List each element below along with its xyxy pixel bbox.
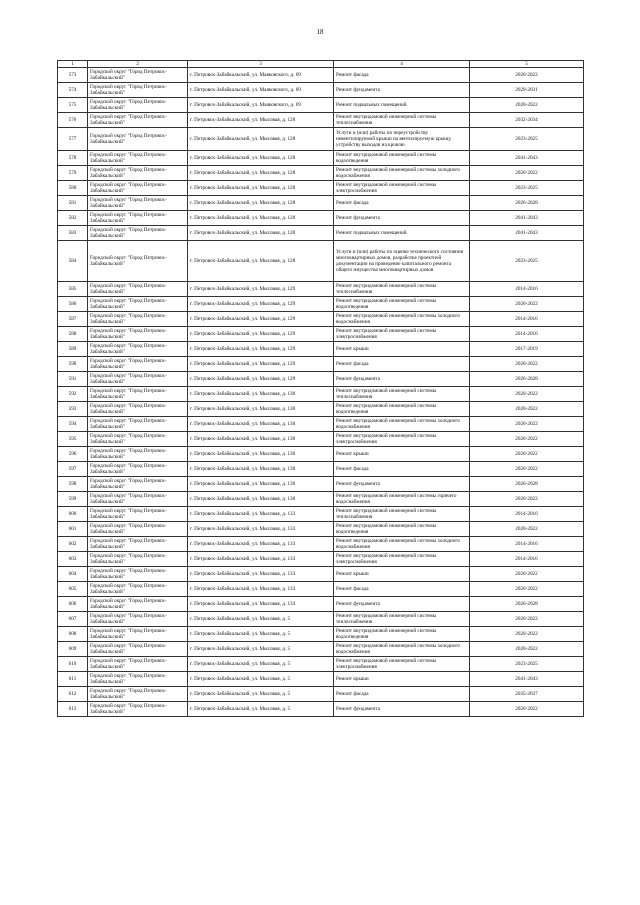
- work-type-cell: Ремонт внутридомовой инженерной системы водоотведения: [334, 151, 470, 166]
- work-type-cell: Ремонт внутридомовой инженерной системы теплоснабжения: [334, 612, 470, 627]
- table-row: [58, 552, 584, 567]
- municipality-cell: Городской округ "Город Петровск-Забайкальский": [88, 387, 188, 402]
- work-type-cell: Ремонт фасада: [334, 687, 470, 702]
- work-type-cell: Ремонт подвальных помещений: [334, 226, 470, 241]
- table-row: [58, 657, 584, 672]
- row-number-cell: 608: [58, 627, 88, 642]
- address-cell: г. Петровск-Забайкальский, ул. Мысовая, д. 5: [188, 627, 334, 642]
- period-cell: 2014-2016: [470, 552, 584, 567]
- period-cell: 2023-2025: [470, 657, 584, 672]
- municipality-cell: Городской округ "Город Петровск-Забайкальский": [88, 241, 188, 282]
- column-header-3: 3: [188, 61, 334, 68]
- work-type-cell: Ремонт внутридомовой инженерной системы электроснабжения: [334, 657, 470, 672]
- row-number-cell: 605: [58, 582, 88, 597]
- period-cell: 2020-2022: [470, 432, 584, 447]
- row-number-cell: 613: [58, 702, 88, 717]
- address-cell: г. Петровск-Забайкальский, ул. Мысовая, д. 130: [188, 492, 334, 507]
- work-type-cell: Услуги и (или) работы по оценке технического состояния многоквартирных домов, разработке проектной документации на проведение капитального ремонта общего имущества многоквартирных домов: [334, 241, 470, 282]
- municipality-cell: Городской округ "Город Петровск-Забайкальский": [88, 537, 188, 552]
- period-cell: 2020-2022: [470, 402, 584, 417]
- work-type-cell: Ремонт внутридомовой инженерной системы теплоснабжения: [334, 113, 470, 128]
- row-number-cell: 586: [58, 297, 88, 312]
- table-row: [58, 357, 584, 372]
- table-row: [58, 282, 584, 297]
- municipality-cell: Городской округ "Город Петровск-Забайкальский": [88, 657, 188, 672]
- row-number-cell: 575: [58, 98, 88, 113]
- work-type-cell: Услуги и (или) работы по переустройству невентилируемой крыши на вентилируемую крышу, устройству выходов на кровлю: [334, 128, 470, 151]
- municipality-cell: Городской округ "Город Петровск-Забайкальский": [88, 477, 188, 492]
- table-row: [58, 342, 584, 357]
- municipality-cell: Городской округ "Город Петровск-Забайкальский": [88, 83, 188, 98]
- row-number-cell: 574: [58, 83, 88, 98]
- page-number: 18: [316, 28, 324, 36]
- work-type-cell: Ремонт внутридомовой инженерной системы теплоснабжения: [334, 507, 470, 522]
- address-cell: г. Петровск-Забайкальский, ул. Мысовая, д. 133: [188, 507, 334, 522]
- row-number-cell: 598: [58, 477, 88, 492]
- address-cell: г. Петровск-Забайкальский, ул. Мысовая, д. 130: [188, 432, 334, 447]
- table-row: [58, 83, 584, 98]
- work-type-cell: Ремонт внутридомовой инженерной системы теплоснабжения: [334, 282, 470, 297]
- municipality-cell: Городской округ "Город Петровск-Забайкальский": [88, 327, 188, 342]
- municipality-cell: Городской округ "Город Петровск-Забайкальский": [88, 582, 188, 597]
- row-number-cell: 610: [58, 657, 88, 672]
- work-type-cell: Ремонт подвальных помещений: [334, 98, 470, 113]
- municipality-cell: Городской округ "Город Петровск-Забайкальский": [88, 98, 188, 113]
- work-type-cell: Ремонт внутридомовой инженерной системы холодного водоснабжения: [334, 312, 470, 327]
- municipality-cell: Городской округ "Город Петровск-Забайкальский": [88, 672, 188, 687]
- period-cell: 2020-2022: [470, 417, 584, 432]
- row-number-cell: 578: [58, 151, 88, 166]
- municipality-cell: Городской округ "Город Петровск-Забайкальский": [88, 417, 188, 432]
- work-type-cell: Ремонт внутридомовой инженерной системы горячего водоснабжения: [334, 492, 470, 507]
- row-number-cell: 589: [58, 342, 88, 357]
- table-row: [58, 492, 584, 507]
- address-cell: г. Петровск-Забайкальский, ул. Мысовая, д. 129: [188, 312, 334, 327]
- period-cell: 2020-2022: [470, 492, 584, 507]
- period-cell: 2020-2022: [470, 582, 584, 597]
- municipality-cell: Городской округ "Город Петровск-Забайкальский": [88, 282, 188, 297]
- period-cell: 2026-2028: [470, 477, 584, 492]
- table-row: [58, 507, 584, 522]
- municipality-cell: Городской округ "Город Петровск-Забайкальский": [88, 402, 188, 417]
- work-type-cell: Ремонт крыши: [334, 567, 470, 582]
- table-row: [58, 312, 584, 327]
- row-number-cell: 604: [58, 567, 88, 582]
- period-cell: 2020-2022: [470, 98, 584, 113]
- work-type-cell: Ремонт внутридомовой инженерной системы электроснабжения: [334, 327, 470, 342]
- municipality-cell: Городской округ "Город Петровск-Забайкальский": [88, 181, 188, 196]
- table-row: [58, 196, 584, 211]
- row-number-cell: 590: [58, 357, 88, 372]
- row-number-cell: 606: [58, 597, 88, 612]
- period-cell: 2020-2022: [470, 297, 584, 312]
- period-cell: 2041-2043: [470, 211, 584, 226]
- row-number-cell: 577: [58, 128, 88, 151]
- table-row: [58, 642, 584, 657]
- table-row: [58, 98, 584, 113]
- period-cell: 2020-2022: [470, 447, 584, 462]
- work-type-cell: Ремонт внутридомовой инженерной системы водоотведения: [334, 402, 470, 417]
- period-cell: 2026-2028: [470, 196, 584, 211]
- row-number-cell: 595: [58, 432, 88, 447]
- table-row: [58, 226, 584, 241]
- work-type-cell: Ремонт фундамента: [334, 597, 470, 612]
- municipality-cell: Городской округ "Город Петровск-Забайкальский": [88, 687, 188, 702]
- table-body: [58, 68, 584, 717]
- table-row: [58, 402, 584, 417]
- table-row: [58, 151, 584, 166]
- period-cell: 2041-2043: [470, 151, 584, 166]
- row-number-cell: 587: [58, 312, 88, 327]
- period-cell: 2020-2022: [470, 166, 584, 181]
- period-cell: 2041-2043: [470, 226, 584, 241]
- address-cell: г. Петровск-Забайкальский, ул. Мысовая, д. 5: [188, 657, 334, 672]
- municipality-cell: Городской округ "Город Петровск-Забайкальский": [88, 522, 188, 537]
- municipality-cell: Городской округ "Город Петровск-Забайкальский": [88, 297, 188, 312]
- municipality-cell: Городской округ "Город Петровск-Забайкальский": [88, 166, 188, 181]
- address-cell: г. Петровск-Забайкальский, ул. Маяковского, д. 69: [188, 98, 334, 113]
- municipality-cell: Городской округ "Город Петровск-Забайкальский": [88, 462, 188, 477]
- address-cell: г. Петровск-Забайкальский, ул. Мысовая, д. 128: [188, 196, 334, 211]
- table-row: [58, 417, 584, 432]
- municipality-cell: Городской округ "Город Петровск-Забайкальский": [88, 552, 188, 567]
- work-type-cell: Ремонт фасада: [334, 582, 470, 597]
- row-number-cell: 576: [58, 113, 88, 128]
- row-number-cell: 601: [58, 522, 88, 537]
- address-cell: г. Петровск-Забайкальский, ул. Маяковского, д. 69: [188, 83, 334, 98]
- table-row: [58, 687, 584, 702]
- column-header-2: 2: [88, 61, 188, 68]
- address-cell: г. Петровск-Забайкальский, ул. Мысовая, д. 128: [188, 166, 334, 181]
- table-row: [58, 128, 584, 151]
- row-number-cell: 611: [58, 672, 88, 687]
- address-cell: г. Петровск-Забайкальский, ул. Мысовая, д. 128: [188, 181, 334, 196]
- table-row: [58, 113, 584, 128]
- municipality-cell: Городской округ "Город Петровск-Забайкальский": [88, 342, 188, 357]
- address-cell: г. Петровск-Забайкальский, ул. Мысовая, д. 5: [188, 702, 334, 717]
- row-number-cell: 580: [58, 181, 88, 196]
- table-row: [58, 612, 584, 627]
- address-cell: г. Петровск-Забайкальский, ул. Мысовая, д. 129: [188, 282, 334, 297]
- address-cell: г. Петровск-Забайкальский, ул. Мысовая, д. 133: [188, 537, 334, 552]
- work-type-cell: Ремонт крыши: [334, 672, 470, 687]
- period-cell: 2041-2043: [470, 672, 584, 687]
- column-header-1: 1: [58, 61, 88, 68]
- table-row: [58, 597, 584, 612]
- address-cell: г. Петровск-Забайкальский, ул. Мысовая, д. 130: [188, 402, 334, 417]
- row-number-cell: 582: [58, 211, 88, 226]
- municipality-cell: Городской округ "Город Петровск-Забайкальский": [88, 211, 188, 226]
- repair-schedule-table: [57, 60, 584, 717]
- address-cell: г. Петровск-Забайкальский, ул. Мысовая, д. 133: [188, 567, 334, 582]
- row-number-cell: 583: [58, 226, 88, 241]
- municipality-cell: Городской округ "Город Петровск-Забайкальский": [88, 432, 188, 447]
- address-cell: г. Петровск-Забайкальский, ул. Мысовая, д. 133: [188, 582, 334, 597]
- row-number-cell: 612: [58, 687, 88, 702]
- table-row: [58, 582, 584, 597]
- table-row: [58, 432, 584, 447]
- table-row: [58, 211, 584, 226]
- municipality-cell: Городской округ "Город Петровск-Забайкальский": [88, 507, 188, 522]
- table-row: [58, 702, 584, 717]
- period-cell: 2014-2016: [470, 282, 584, 297]
- municipality-cell: Городской округ "Город Петровск-Забайкальский": [88, 447, 188, 462]
- municipality-cell: Городской округ "Город Петровск-Забайкальский": [88, 357, 188, 372]
- address-cell: г. Петровск-Забайкальский, ул. Мысовая, д. 129: [188, 372, 334, 387]
- period-cell: 2020-2022: [470, 567, 584, 582]
- table-row: [58, 522, 584, 537]
- municipality-cell: Городской округ "Город Петровск-Забайкальский": [88, 113, 188, 128]
- period-cell: 2023-2025: [470, 128, 584, 151]
- period-cell: 2020-2022: [470, 702, 584, 717]
- municipality-cell: Городской округ "Город Петровск-Забайкальский": [88, 642, 188, 657]
- table-row: [58, 372, 584, 387]
- row-number-cell: 581: [58, 196, 88, 211]
- address-cell: г. Петровск-Забайкальский, ул. Маяковского, д. 69: [188, 68, 334, 83]
- work-type-cell: Ремонт внутридомовой инженерной системы электроснабжения: [334, 181, 470, 196]
- address-cell: г. Петровск-Забайкальский, ул. Мысовая, д. 129: [188, 357, 334, 372]
- period-cell: 2017-2019: [470, 342, 584, 357]
- municipality-cell: Городской округ "Город Петровск-Забайкальский": [88, 128, 188, 151]
- municipality-cell: Городской округ "Город Петровск-Забайкальский": [88, 567, 188, 582]
- table-row: [58, 462, 584, 477]
- period-cell: 2020-2022: [470, 627, 584, 642]
- municipality-cell: Городской округ "Город Петровск-Забайкальский": [88, 312, 188, 327]
- work-type-cell: Ремонт внутридомовой инженерной системы холодного водоснабжения: [334, 166, 470, 181]
- period-cell: 2014-2016: [470, 507, 584, 522]
- address-cell: г. Петровск-Забайкальский, ул. Мысовая, д. 128: [188, 241, 334, 282]
- work-type-cell: Ремонт внутридомовой инженерной системы холодного водоснабжения: [334, 537, 470, 552]
- work-type-cell: Ремонт внутридомовой инженерной системы теплоснабжения: [334, 387, 470, 402]
- period-cell: 2020-2022: [470, 68, 584, 83]
- table-row: [58, 627, 584, 642]
- address-cell: г. Петровск-Забайкальский, ул. Мысовая, д. 129: [188, 342, 334, 357]
- row-number-cell: 591: [58, 372, 88, 387]
- address-cell: г. Петровск-Забайкальский, ул. Мысовая, д. 128: [188, 151, 334, 166]
- period-cell: 2020-2022: [470, 642, 584, 657]
- address-cell: г. Петровск-Забайкальский, ул. Мысовая, д. 5: [188, 687, 334, 702]
- period-cell: 2029-2031: [470, 83, 584, 98]
- row-number-cell: 579: [58, 166, 88, 181]
- address-cell: г. Петровск-Забайкальский, ул. Мысовая, д. 5: [188, 672, 334, 687]
- period-cell: 2020-2022: [470, 387, 584, 402]
- address-cell: г. Петровск-Забайкальский, ул. Мысовая, д. 133: [188, 522, 334, 537]
- municipality-cell: Городской округ "Город Петровск-Забайкальский": [88, 226, 188, 241]
- table-row: [58, 166, 584, 181]
- row-number-cell: 609: [58, 642, 88, 657]
- row-number-cell: 593: [58, 402, 88, 417]
- row-number-cell: 596: [58, 447, 88, 462]
- period-cell: 2032-2034: [470, 113, 584, 128]
- address-cell: г. Петровск-Забайкальский, ул. Мысовая, д. 130: [188, 417, 334, 432]
- row-number-cell: 597: [58, 462, 88, 477]
- work-type-cell: Ремонт внутридомовой инженерной системы водоотведения: [334, 627, 470, 642]
- work-type-cell: Ремонт крыши: [334, 342, 470, 357]
- address-cell: г. Петровск-Забайкальский, ул. Мысовая, д. 129: [188, 327, 334, 342]
- period-cell: 2020-2022: [470, 462, 584, 477]
- row-number-cell: 607: [58, 612, 88, 627]
- work-type-cell: Ремонт фасада: [334, 462, 470, 477]
- address-cell: г. Петровск-Забайкальский, ул. Мысовая, д. 130: [188, 387, 334, 402]
- municipality-cell: Городской округ "Город Петровск-Забайкальский": [88, 68, 188, 83]
- work-type-cell: Ремонт фасада: [334, 196, 470, 211]
- work-type-cell: Ремонт фундамента: [334, 83, 470, 98]
- work-type-cell: Ремонт внутридомовой инженерной системы электроснабжения: [334, 432, 470, 447]
- address-cell: г. Петровск-Забайкальский, ул. Мысовая, д. 130: [188, 462, 334, 477]
- table-row: [58, 567, 584, 582]
- period-cell: 2023-2025: [470, 241, 584, 282]
- work-type-cell: Ремонт фундамента: [334, 702, 470, 717]
- row-number-cell: 588: [58, 327, 88, 342]
- address-cell: г. Петровск-Забайкальский, ул. Мысовая, д. 128: [188, 226, 334, 241]
- municipality-cell: Городской округ "Город Петровск-Забайкальский": [88, 612, 188, 627]
- row-number-cell: 599: [58, 492, 88, 507]
- municipality-cell: Городской округ "Город Петровск-Забайкальский": [88, 627, 188, 642]
- work-type-cell: Ремонт фундамента: [334, 372, 470, 387]
- table-row: [58, 672, 584, 687]
- work-type-cell: Ремонт фундамента: [334, 211, 470, 226]
- row-number-cell: 573: [58, 68, 88, 83]
- address-cell: г. Петровск-Забайкальский, ул. Мысовая, д. 130: [188, 477, 334, 492]
- work-type-cell: Ремонт фундамента: [334, 477, 470, 492]
- table-row: [58, 387, 584, 402]
- row-number-cell: 584: [58, 241, 88, 282]
- period-cell: 2035-2037: [470, 687, 584, 702]
- row-number-cell: 600: [58, 507, 88, 522]
- column-header-4: 4: [334, 61, 470, 68]
- row-number-cell: 602: [58, 537, 88, 552]
- address-cell: г. Петровск-Забайкальский, ул. Мысовая, д. 133: [188, 597, 334, 612]
- row-number-cell: 585: [58, 282, 88, 297]
- table-row: [58, 537, 584, 552]
- work-type-cell: Ремонт внутридомовой инженерной системы холодного водоснабжения: [334, 642, 470, 657]
- period-cell: 2026-2028: [470, 597, 584, 612]
- period-cell: 2014-2016: [470, 327, 584, 342]
- work-type-cell: Ремонт внутридомовой инженерной системы электроснабжения: [334, 552, 470, 567]
- column-header-5: 5: [470, 61, 584, 68]
- municipality-cell: Городской округ "Город Петровск-Забайкальский": [88, 702, 188, 717]
- period-cell: 2020-2022: [470, 612, 584, 627]
- work-type-cell: Ремонт фасада: [334, 357, 470, 372]
- row-number-cell: 592: [58, 387, 88, 402]
- address-cell: г. Петровск-Забайкальский, ул. Мысовая, д. 128: [188, 211, 334, 226]
- address-cell: г. Петровск-Забайкальский, ул. Мысовая, д. 128: [188, 128, 334, 151]
- address-cell: г. Петровск-Забайкальский, ул. Мысовая, д. 133: [188, 552, 334, 567]
- municipality-cell: Городской округ "Город Петровск-Забайкальский": [88, 597, 188, 612]
- work-type-cell: Ремонт крыши: [334, 447, 470, 462]
- period-cell: 2026-2028: [470, 372, 584, 387]
- row-number-cell: 594: [58, 417, 88, 432]
- municipality-cell: Городской округ "Город Петровск-Забайкальский": [88, 151, 188, 166]
- row-number-cell: 603: [58, 552, 88, 567]
- municipality-cell: Городской округ "Город Петровск-Забайкальский": [88, 492, 188, 507]
- municipality-cell: Городской округ "Город Петровск-Забайкальский": [88, 372, 188, 387]
- table-row: [58, 241, 584, 282]
- address-cell: г. Петровск-Забайкальский, ул. Мысовая, д. 128: [188, 113, 334, 128]
- table-row: [58, 297, 584, 312]
- work-type-cell: Ремонт внутридомовой инженерной системы водоотведения: [334, 522, 470, 537]
- work-type-cell: Ремонт внутридомовой инженерной системы водоотведения: [334, 297, 470, 312]
- period-cell: 2014-2016: [470, 312, 584, 327]
- table-row: [58, 477, 584, 492]
- period-cell: 2014-2016: [470, 537, 584, 552]
- period-cell: 2020-2022: [470, 522, 584, 537]
- municipality-cell: Городской округ "Город Петровск-Забайкальский": [88, 196, 188, 211]
- period-cell: 2020-2022: [470, 357, 584, 372]
- table-row: [58, 68, 584, 83]
- work-type-cell: Ремонт внутридомовой инженерной системы холодного водоснабжения: [334, 417, 470, 432]
- work-type-cell: Ремонт фасада: [334, 68, 470, 83]
- address-cell: г. Петровск-Забайкальский, ул. Мысовая, д. 5: [188, 612, 334, 627]
- address-cell: г. Петровск-Забайкальский, ул. Мысовая, д. 130: [188, 447, 334, 462]
- address-cell: г. Петровск-Забайкальский, ул. Мысовая, д. 5: [188, 642, 334, 657]
- period-cell: 2023-2025: [470, 181, 584, 196]
- table-row: [58, 327, 584, 342]
- table-row: [58, 447, 584, 462]
- address-cell: г. Петровск-Забайкальский, ул. Мысовая, д. 129: [188, 297, 334, 312]
- column-number-row: [58, 61, 584, 68]
- table-row: [58, 181, 584, 196]
